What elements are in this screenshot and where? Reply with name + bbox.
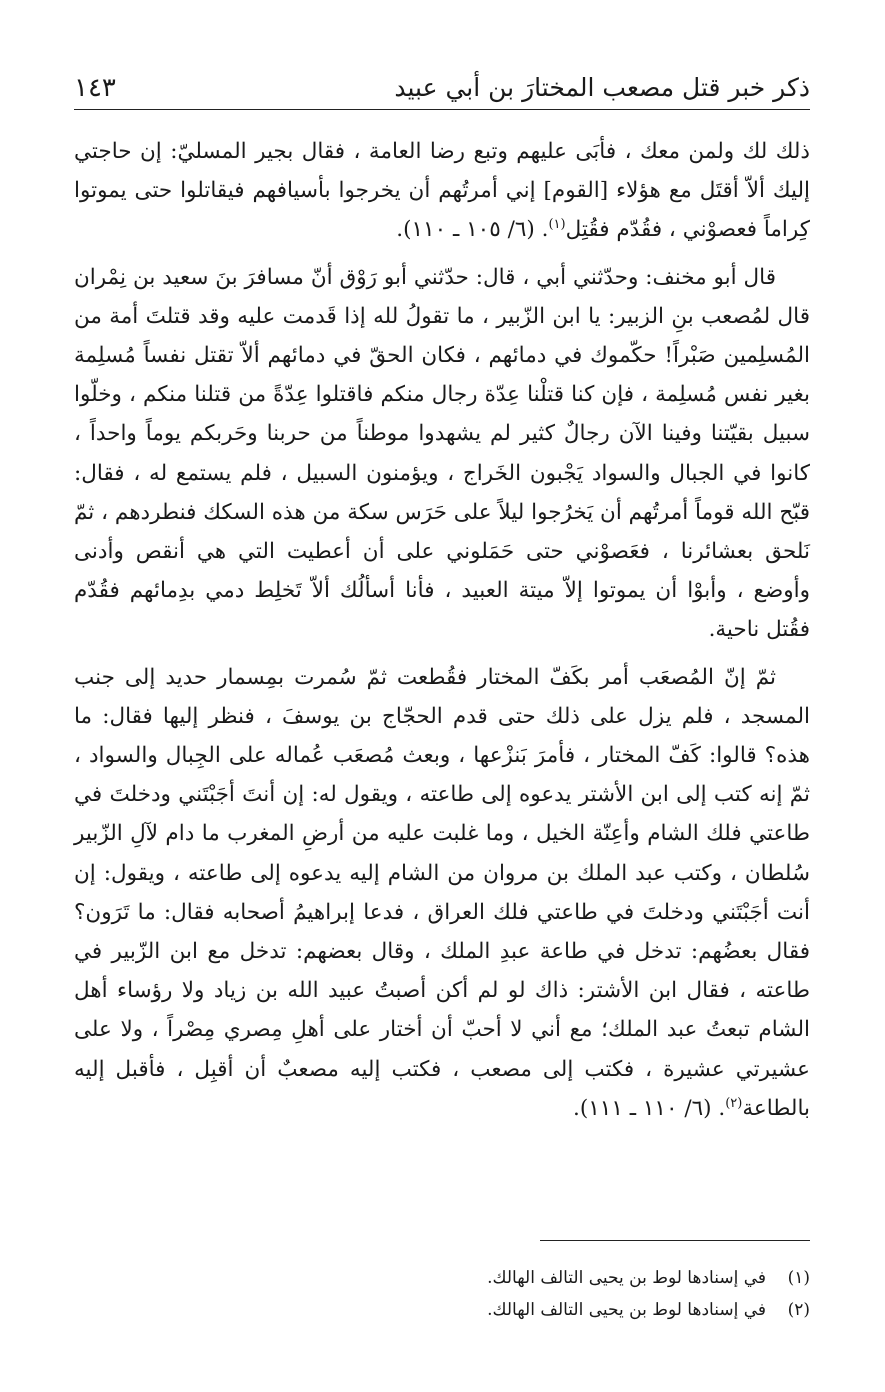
paragraph-2: قال أبو مخنف: وحدّثني أبي ، قال: حدّثني أبو رَوْق أنّ مسافرَ بنَ سعيد بن نِمْران قال لمُصعب بنِ الزبير: يا ابن الزّبير ، ما تقولُ لله إذا قَدمت عليه وقد قتلتَ أمة من المُسلِمين صَبْراً! حكّموك في دمائهم ، فكان الحقّ في دمائهم ألاّ تقتل نفساً مُسلِمة بغير نفس مُسلِمة ، فإن كنا قتلْنا عِدّة رجال منكم فاقتلوا عِدّةً من قتلنا منكم ، وخلّوا سبيل بقيّتنا وفينا الآن رجالٌ كثير لم يشهدوا موطناً من حربنا وحَربكم يوماً واحداً ، كانوا في الجبال والسواد يَجْبون الخَراج ، ويؤمنون السبيل ، فلم يستمع له ، فقال: قبّح الله قوماً أمرتُهم أن يَخرُجوا ليلاً على حَرَس سكة من هذه السكك فنطردهم ، ثمّ نَلحق بعشائرنا ، فعَصوْني حتى حَمَلوني على أن أعطيت التي هي أنقص وأدنى وأوضع ، وأبوْا أن يموتوا إلاّ ميتة العبيد ، فأنا أسألُك ألاّ تَخلِط دمي بدِمائهم فقُدّم فقُتل ناحية. bbox=[74, 264, 810, 643]
footnote-2 bbox=[74, 1294, 810, 1326]
paragraph-1-reference: . (٦/ ١٠٥ ـ ١١٠). bbox=[396, 217, 549, 243]
footnote-1 bbox=[74, 1262, 810, 1294]
footnotes bbox=[74, 1262, 810, 1326]
paragraph-3-reference: . (٦/ ١١٠ ـ ١١١). bbox=[573, 1095, 726, 1121]
footnote-1-number: (١) bbox=[787, 1268, 810, 1288]
paragraph-3 bbox=[74, 658, 810, 1128]
footnote-1-text: في إسنادها لوط بن يحيى التالف الهالك. bbox=[487, 1268, 766, 1288]
footnote-divider bbox=[540, 1240, 810, 1241]
running-title: ذكر خبر قتل مصعب المختارَ بن أبي عبيد bbox=[394, 73, 810, 102]
footnote-2-text: في إسنادها لوط بن يحيى التالف الهالك. bbox=[487, 1300, 766, 1320]
footnote-2-number: (٢) bbox=[787, 1300, 810, 1320]
page-number: ١٤٣ bbox=[74, 73, 116, 103]
paragraph-1-text: ذلك لك ولمن معك ، فأبَى عليهم وتبع رضا العامة ، فقال بجير المسليّ: إن حاجتي إليك ألاّ أقتَل مع هؤلاء [القوم] إني أمرتُهم أن يخرجوا بأسيافهم فيقاتلوا حتى يموتوا كِراماً فعصوْني ، فقُدّم فقُتِل bbox=[74, 139, 810, 243]
paragraph-1 bbox=[74, 132, 810, 250]
body-text bbox=[74, 132, 810, 1128]
page-header bbox=[74, 62, 810, 110]
paragraph-3-text: ثمّ إنّ المُصعَب أمر بكَفّ المختار فقُطعت ثمّ سُمرت بمِسمار حديد إلى جنب المسجد ، فلم يزل على ذلك حتى قدم الحجّاج بن يوسفَ ، فنظر إليها فقال: ما هذه؟ قالوا: كَفّ المختار ، فأمرَ بَنزْعها ، وبعث مُصعَب عُماله على الجِبال والسواد ، ثمّ إنه كتب إلى ابن الأشتر يدعوه إلى طاعته ، ويقول له: إن أنتَ أجَبْتَني ودخلتَ في طاعتي فلك الشام وأعِنّة الخيل ، وما غلبت عليه من أرضِ المغرب ما دام لآلِ الزّبير سُلطان ، وكتب عبد الملك بن مروان من الشام إليه يدعوه إلى طاعته ، ويقول: إن أنت أجَبْتَني ودخلتَ في طاعتي فلك العراق ، فدعا إبراهيمُ أصحابه فقال: ما تَرَون؟ فقال بعضُهم: تدخل في طاعة عبدِ الملك ، وقال بعضهم: تدخل مع ابن الزّبير في طاعته ، فقال ابن الأشتر: ذاك لو لم أكن أصبتُ عبيد الله بن زياد ولا رؤساء أهل الشام تبعتُ عبد الملك؛ مع أني لا أحبّ أن أختار على أهلِ مِصري مِصْراً ، ولا على عشيرتي عشيرة ، فكتب إلى مصعب ، فكتب إليه مصعبٌ أن أقبِل ، فأقبل إليه بالطاعة bbox=[74, 664, 810, 1121]
footnote-marker-2: (٢) bbox=[725, 1095, 743, 1111]
footnote-marker-1: (١) bbox=[548, 217, 566, 233]
